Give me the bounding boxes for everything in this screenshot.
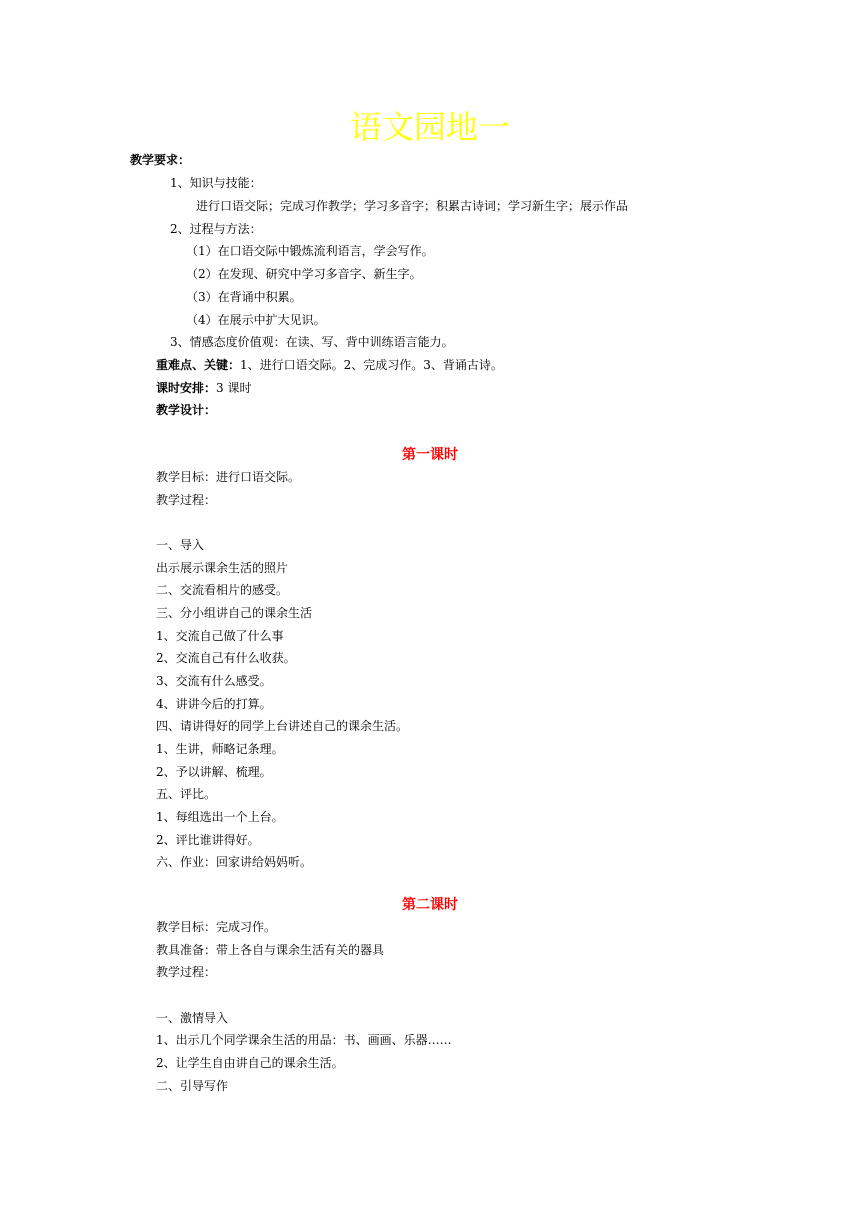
lesson1-line: 四、请讲得好的同学上台讲述自己的课余生活。 [156, 719, 409, 733]
lesson2-line: 二、引导写作 [156, 1079, 229, 1093]
key-points-label: 重难点、关键： [156, 358, 241, 372]
lesson1-line: 1、每组选出一个上台。 [156, 810, 284, 824]
requirement-sub-2: （2）在发现、研究中学习多音字、新生字。 [186, 267, 422, 281]
requirement-item-3: 3、情感态度价值观：在读、写、背中训练语言能力。 [170, 335, 454, 349]
lesson1-goal: 教学目标：进行口语交际。 [156, 470, 301, 484]
lesson1-line: 2、交流自己有什么收获。 [156, 651, 296, 665]
lesson2-line: 2、让学生自由讲自己的课余生活。 [156, 1056, 344, 1070]
lesson2-prep: 教具准备：带上各自与课余生活有关的器具 [156, 943, 385, 957]
lesson1-process: 教学过程： [156, 493, 217, 507]
lesson1-line: 1、交流自己做了什么事 [156, 629, 284, 643]
requirement-item-1: 1、知识与技能： [170, 176, 262, 190]
lesson2-title: 第二课时 [402, 897, 458, 913]
lesson1-line: 二、交流看相片的感受。 [156, 583, 289, 597]
lesson1-line: 五、评比。 [156, 787, 217, 801]
lesson1-line: 1、生讲，师略记条理。 [156, 742, 284, 756]
key-points [156, 356, 503, 374]
schedule-text: 3 课时 [216, 381, 252, 395]
lesson2-line: 一、激情导入 [156, 1011, 229, 1025]
lesson1-title: 第一课时 [402, 447, 458, 463]
requirement-sub-3: （3）在背诵中积累。 [186, 290, 302, 304]
lesson1-line: 2、评比谁讲得好。 [156, 833, 260, 847]
requirement-sub-1: （1）在口语交际中锻炼流利语言，学会写作。 [186, 244, 434, 258]
lesson2-line: 1、出示几个同学课余生活的用品：书、画画、乐器…… [156, 1033, 452, 1047]
lesson1-line: 三、分小组讲自己的课余生活 [156, 606, 313, 620]
requirement-sub-4: （4）在展示中扩大见识。 [186, 313, 326, 327]
requirements-heading: 教学要求： [130, 153, 191, 167]
requirement-item-1-detail: 进行口语交际；完成习作教学；学习多音字；积累古诗词；学习新生字；展示作品 [196, 199, 629, 213]
lesson1-line: 2、予以讲解、梳理。 [156, 765, 272, 779]
lesson1-line: 六、作业：回家讲给妈妈听。 [156, 855, 313, 869]
lesson1-line: 3、交流有什么感受。 [156, 674, 272, 688]
lesson1-line: 4、讲讲今后的打算。 [156, 697, 272, 711]
design-heading: 教学设计： [156, 403, 217, 417]
lesson1-line: 一、导入 [156, 538, 205, 552]
lesson2-goal: 教学目标：完成习作。 [156, 920, 277, 934]
requirement-item-2: 2、过程与方法： [170, 222, 262, 236]
key-points-text: 1、进行口语交际。2、完成习作。3、背诵古诗。 [240, 358, 503, 372]
document-title: 语文园地一 [349, 108, 510, 146]
lesson2-process: 教学过程： [156, 965, 217, 979]
schedule [156, 379, 251, 397]
lesson1-line: 出示展示课余生活的照片 [156, 561, 289, 575]
schedule-label: 课时安排： [156, 381, 217, 395]
